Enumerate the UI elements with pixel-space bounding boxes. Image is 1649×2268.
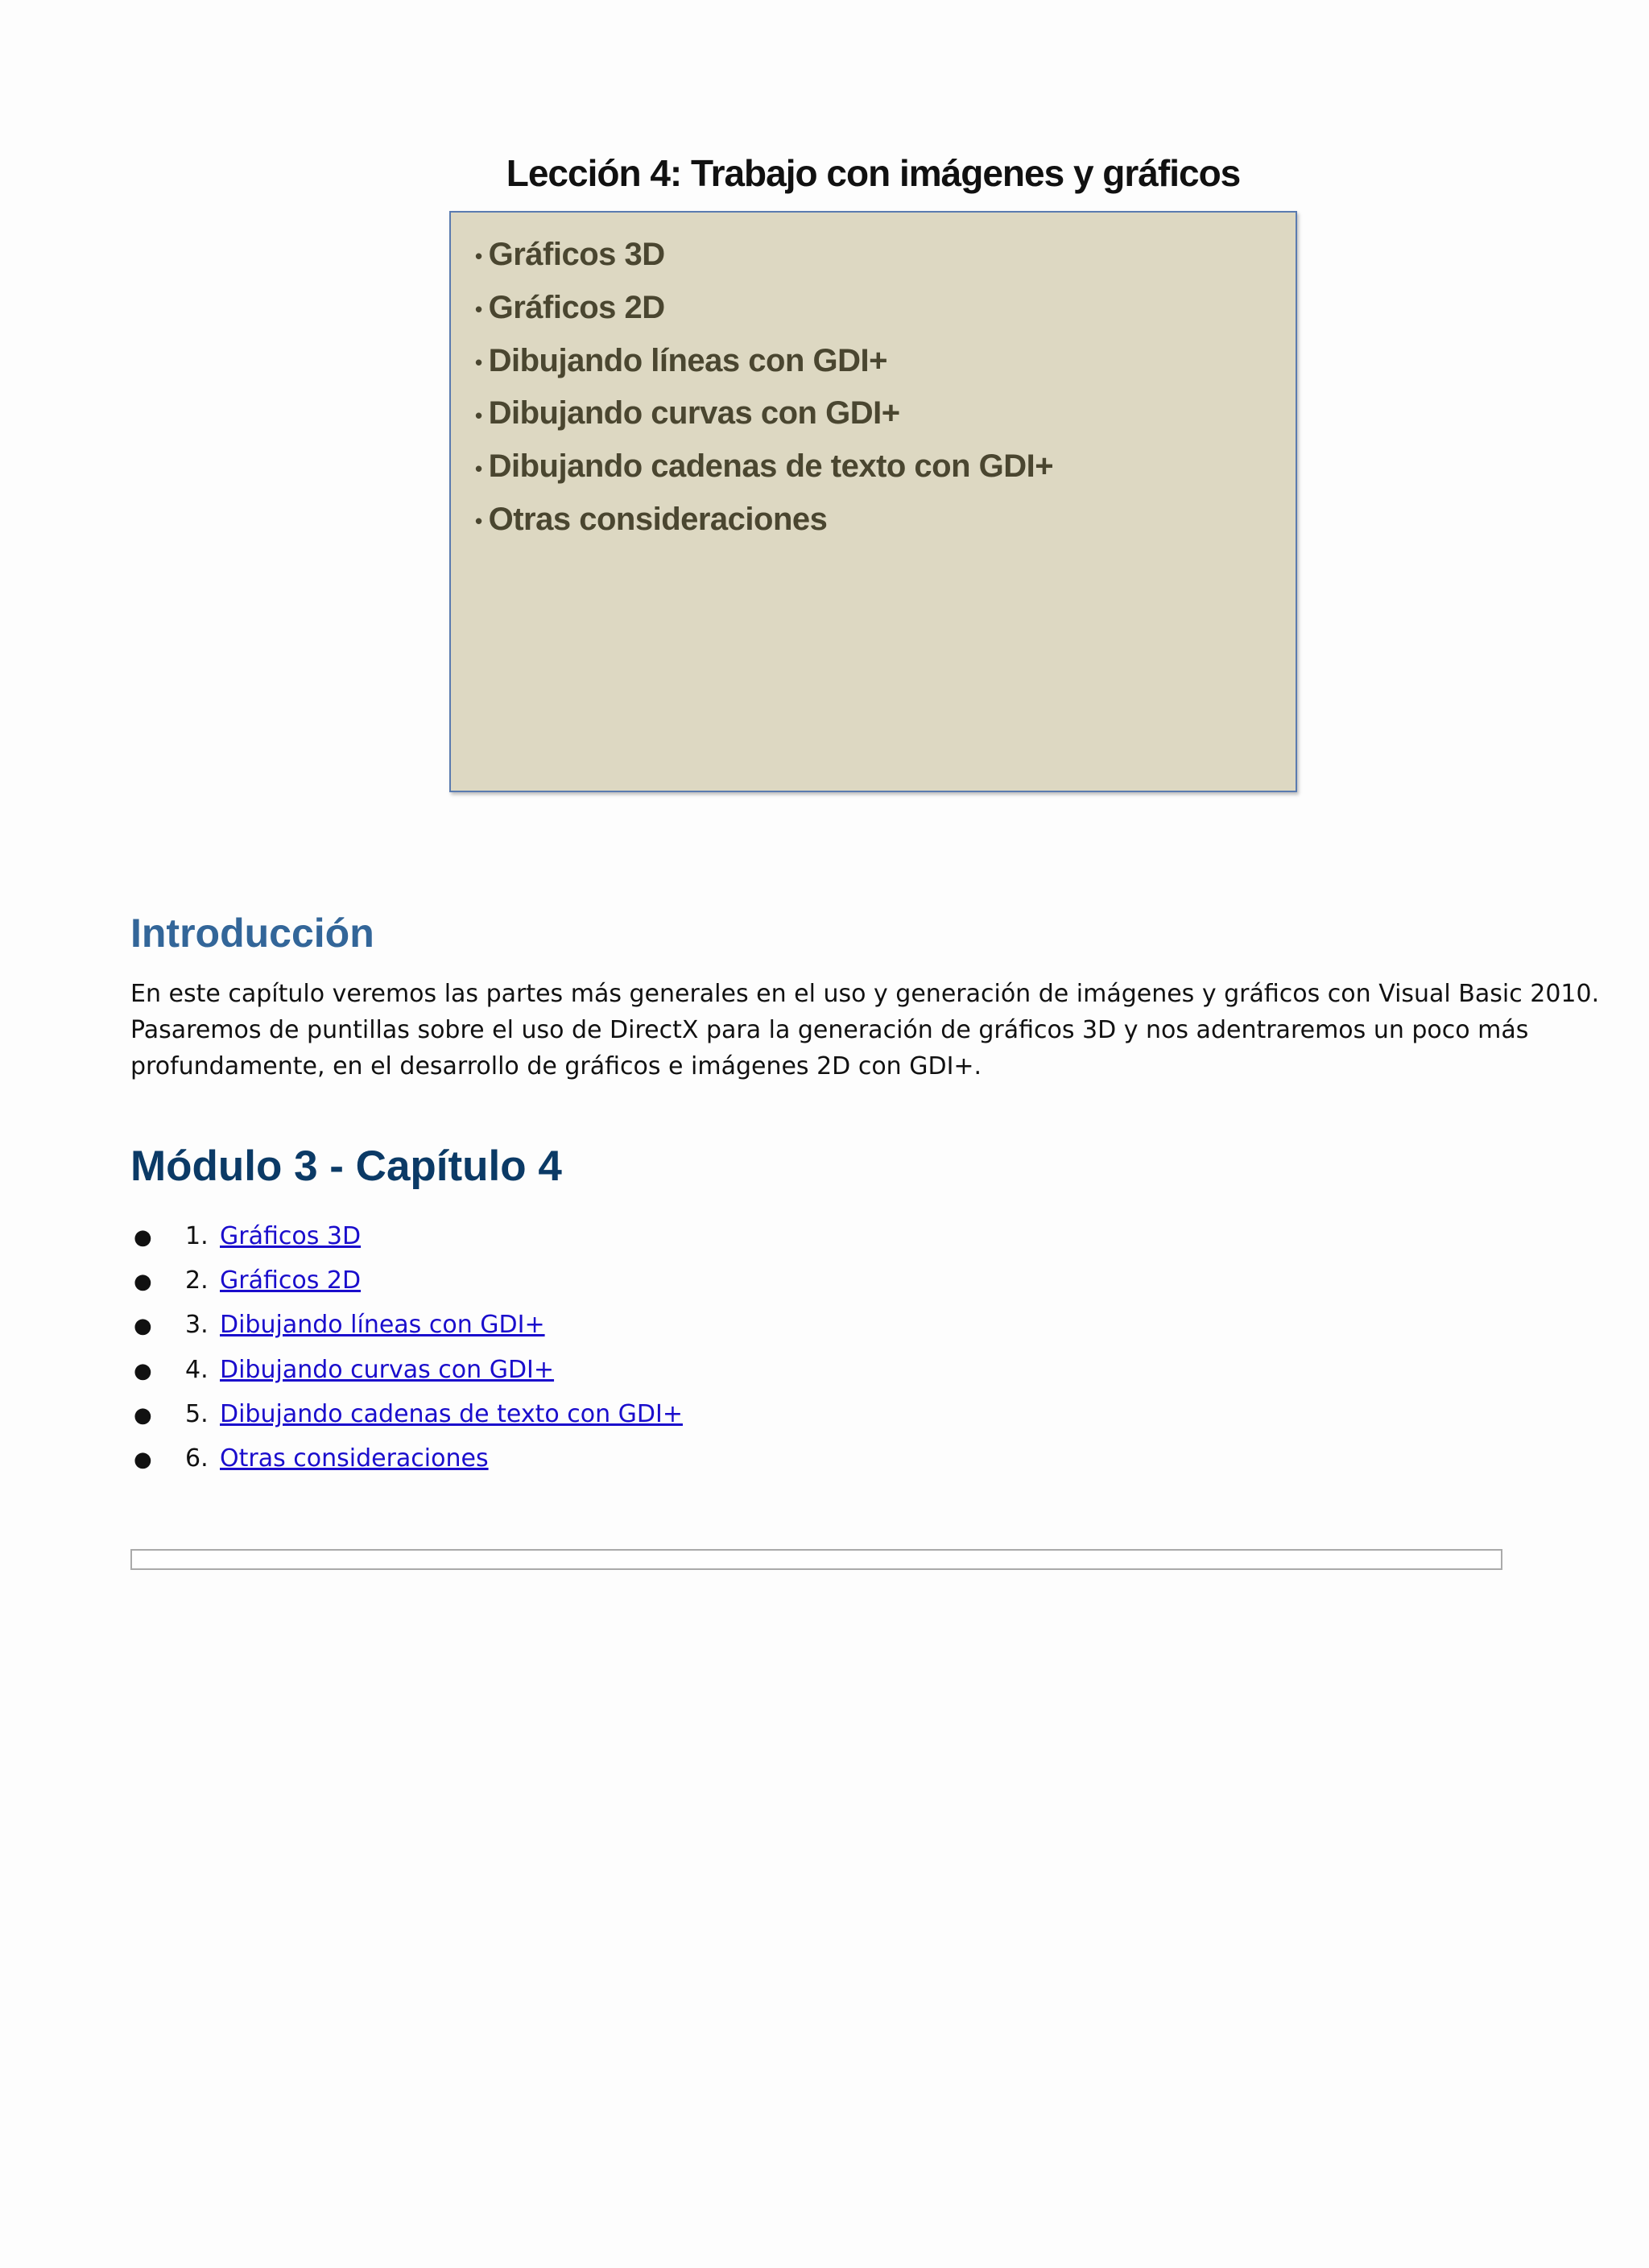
- chapter-list: [130, 1216, 683, 1482]
- link-dibujando-lineas[interactable]: Dibujando líneas con GDI+: [220, 1311, 545, 1340]
- slide-bullet-item: [475, 392, 1053, 445]
- slide-title: Lección 4: Trabajo con imágenes y gráficos: [506, 152, 1241, 194]
- slide-bullet-item: [475, 445, 1053, 498]
- slide-bullet-item: [475, 498, 1053, 552]
- list-item: [130, 1304, 683, 1349]
- bullet-icon: ●: [134, 1225, 152, 1250]
- slide-item-label: Gráficos 2D: [488, 289, 665, 325]
- list-item: [130, 1438, 683, 1482]
- slide-item-label: Otras consideraciones: [488, 501, 828, 537]
- link-dibujando-curvas[interactable]: Dibujando curvas con GDI+: [220, 1355, 555, 1384]
- empty-frame: [130, 1549, 1502, 1570]
- item-number: 3.: [185, 1311, 209, 1340]
- slide-bullet-item: [475, 287, 1053, 340]
- slide-bullet-item: [475, 233, 1053, 287]
- module-heading: Módulo 3 - Capítulo 4: [130, 1142, 562, 1190]
- bullet-icon: •: [475, 350, 482, 375]
- list-item: [130, 1216, 683, 1260]
- link-otras-consideraciones[interactable]: Otras consideraciones: [220, 1444, 489, 1473]
- item-number: 4.: [185, 1355, 209, 1384]
- item-number: 6.: [185, 1444, 209, 1473]
- intro-paragraph: [130, 976, 1628, 1084]
- slide-item-label: Gráficos 3D: [488, 237, 665, 272]
- bullet-icon: •: [475, 403, 482, 428]
- list-item: [130, 1260, 683, 1304]
- bullet-icon: ●: [134, 1270, 152, 1295]
- slide-bullet-item: [475, 340, 1053, 393]
- slide-item-label: Dibujando cadenas de texto con GDI+: [488, 448, 1054, 485]
- bullet-icon: ●: [134, 1314, 152, 1339]
- bullet-icon: •: [475, 244, 482, 269]
- bullet-icon: •: [475, 297, 482, 322]
- bullet-icon: •: [475, 456, 482, 481]
- link-dibujando-cadenas[interactable]: Dibujando cadenas de texto con GDI+: [220, 1399, 683, 1428]
- slide-bullet-list: [475, 233, 1053, 552]
- slide-image: [449, 211, 1297, 792]
- bullet-icon: ●: [134, 1447, 152, 1472]
- intro-paragraph-1: En este capítulo veremos las partes más generales en el uso y generación de imágenes y gráficos con Visual Basic 2010.: [130, 980, 1600, 1008]
- list-item: [130, 1394, 683, 1438]
- intro-heading: Introducción: [130, 911, 374, 956]
- link-graficos-2d[interactable]: Gráficos 2D: [220, 1266, 362, 1295]
- intro-paragraph-2: Pasaremos de puntillas sobre el uso de DirectX para la generación de gráficos 3D y nos adentraremos un poco más profundamente, en el desarrollo de gráficos e imágenes 2D con GDI+.: [130, 1016, 1529, 1080]
- item-number: 2.: [185, 1266, 209, 1295]
- list-item: [130, 1349, 683, 1394]
- bullet-icon: ●: [134, 1403, 152, 1427]
- bullet-icon: •: [475, 509, 482, 534]
- item-number: 1.: [185, 1222, 209, 1250]
- slide-item-label: Dibujando líneas con GDI+: [488, 342, 887, 378]
- item-number: 5.: [185, 1399, 209, 1428]
- link-graficos-3d[interactable]: Gráficos 3D: [220, 1222, 362, 1250]
- bullet-icon: ●: [134, 1358, 152, 1383]
- slide-item-label: Dibujando curvas con GDI+: [488, 395, 900, 432]
